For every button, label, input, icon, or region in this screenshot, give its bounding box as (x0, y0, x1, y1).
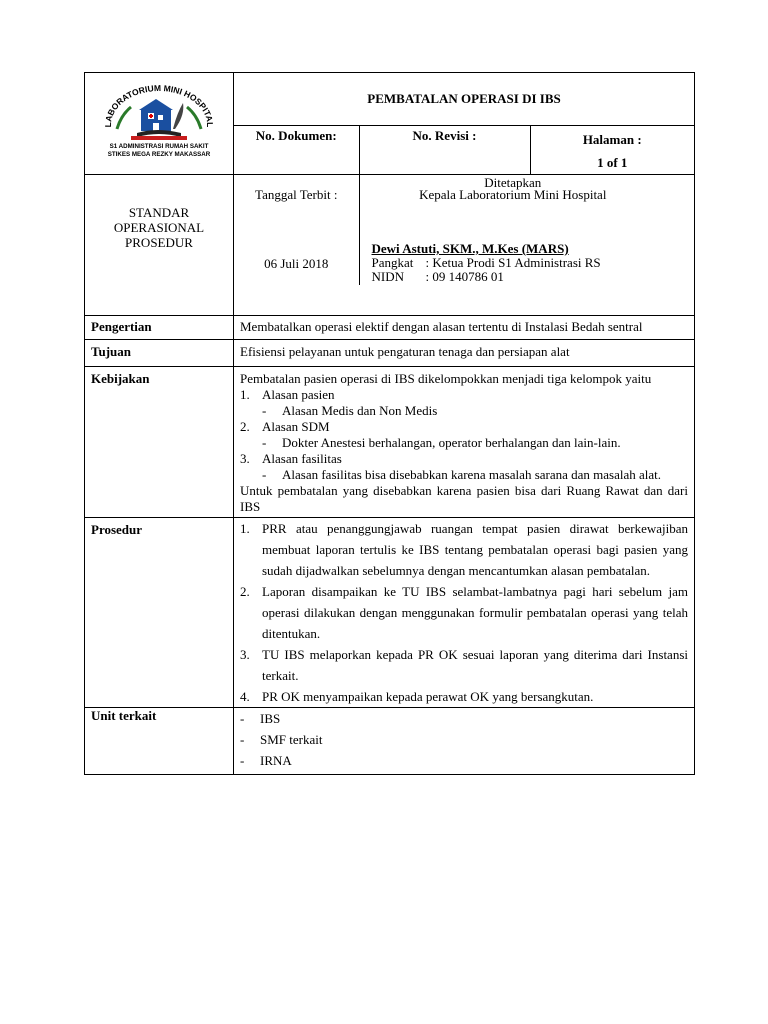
prosedur-label: Prosedur (85, 518, 234, 708)
prosedur-item-4: 4. PR OK menyampaikan kepada perawat OK yang bersangkutan. (240, 689, 594, 704)
kebijakan-content (234, 367, 695, 518)
sop-line2: OPERASIONAL (113, 220, 205, 235)
kebijakan-item-3: 3. Alasan fasilitas (240, 451, 342, 466)
signer-name: Dewi Astuti, SKM., M.Kes (MARS) (371, 241, 569, 256)
unit-terkait-content (234, 708, 695, 775)
sop-line3: PROSEDUR (125, 235, 193, 250)
unit-item-2: - SMF terkait (240, 732, 323, 747)
kebijakan-item-1: 1. Alasan pasien (240, 387, 335, 402)
kepala-label: Kepala Laboratorium Mini Hospital (419, 187, 607, 202)
svg-text:S1 ADMINISTRASI RUMAH SAKIT: S1 ADMINISTRASI RUMAH SAKIT (109, 143, 209, 150)
doc-info-table (234, 126, 694, 174)
kebijakan-subitem-3: - Alasan fasilitas bisa disebabkan karena masalah sarana dan masalah alat. (262, 467, 662, 482)
halaman-label: Halaman : (582, 132, 642, 147)
tujuan-label: Tujuan (85, 340, 234, 367)
prosedur-content (234, 518, 695, 708)
pangkat-label: Pangkat (371, 255, 414, 270)
prosedur-item-3: 3. TU IBS melaporkan kepada PR OK sesuai laporan yang diterima dari Instansi terkait. (240, 647, 688, 683)
prosedur-item-2: 2. Laporan disampaikan ke TU IBS selambat-lambatnya pagi hari sebelum jam operasi dilakukan dengan menggunakan formulir pembatalan operasi yang telah ditentukan. (240, 584, 688, 641)
unit-item-1: - IBS (240, 711, 281, 726)
document-title: PEMBATALAN OPERASI DI IBS (234, 73, 695, 126)
tanggal-table (234, 175, 694, 285)
tanggal-ditetapkan-cell (234, 175, 695, 316)
laboratorium-logo (97, 81, 221, 159)
svg-text:LABORATORIUM MINI HOSPITAL: LABORATORIUM MINI HOSPITAL (102, 82, 216, 128)
tanggal-value: 06 Juli 2018 (264, 256, 329, 271)
logo-cell (85, 73, 234, 175)
tanggal-cell (234, 175, 359, 285)
prosedur-item-1: 1. PRR atau penanggungjawab ruangan tempat pasien dirawat berkewajiban membuat laporan tertulis ke IBS tentang pembatalan operasi bagi pasien yang sudah dijadwalkan sebelumnya dengan mencantumkan alasan pembatalan. (240, 521, 688, 578)
nidn-label: NIDN (371, 269, 404, 284)
no-dokumen-label: No. Dokumen: (234, 126, 359, 174)
nidn-value: : 09 140786 01 (425, 269, 504, 284)
pangkat-value: : Ketua Prodi S1 Administrasi RS (425, 255, 601, 270)
kebijakan-outro: Untuk pembatalan yang disebabkan karena pasien bisa dari Ruang Rawat dan dari IBS (240, 483, 688, 514)
kebijakan-list (240, 387, 688, 483)
pengertian-text: Membatalkan operasi elektif dengan alasan tertentu di Instalasi Bedah sentral (234, 316, 695, 340)
svg-text:STIKES MEGA REZKY MAKASSAR: STIKES MEGA REZKY MAKASSAR (107, 151, 211, 158)
sop-document (84, 72, 695, 775)
ditetapkan-cell (359, 175, 694, 285)
pengertian-label: Pengertian (85, 316, 234, 340)
ditetapkan-label: Ditetapkan (484, 175, 542, 190)
unit-terkait-label: Unit terkait (85, 708, 234, 775)
sop-table (84, 72, 695, 775)
tujuan-text: Efisiensi pelayanan untuk pengaturan tenaga dan persiapan alat (234, 340, 695, 367)
nidn-row (372, 269, 504, 285)
kebijakan-intro: Pembatalan pasien operasi di IBS dikelompokkan menjadi tiga kelompok yaitu (240, 371, 652, 386)
doc-info-cell (234, 126, 695, 175)
kebijakan-label: Kebijakan (85, 367, 234, 518)
unit-item-3: - IRNA (240, 753, 292, 768)
kebijakan-subitem-2: - Dokter Anestesi berhalangan, operator berhalangan dan lain-lain. (262, 435, 621, 450)
tanggal-label: Tanggal Terbit : (255, 187, 338, 202)
kebijakan-item-2: 2. Alasan SDM (240, 419, 330, 434)
no-revisi-label: No. Revisi : (359, 126, 530, 174)
sop-label-cell (85, 175, 234, 316)
kebijakan-subitem-1: - Alasan Medis dan Non Medis (262, 403, 438, 418)
halaman-value: 1 of 1 (597, 155, 628, 170)
halaman-cell (530, 126, 694, 174)
sop-line1: STANDAR (128, 205, 190, 220)
